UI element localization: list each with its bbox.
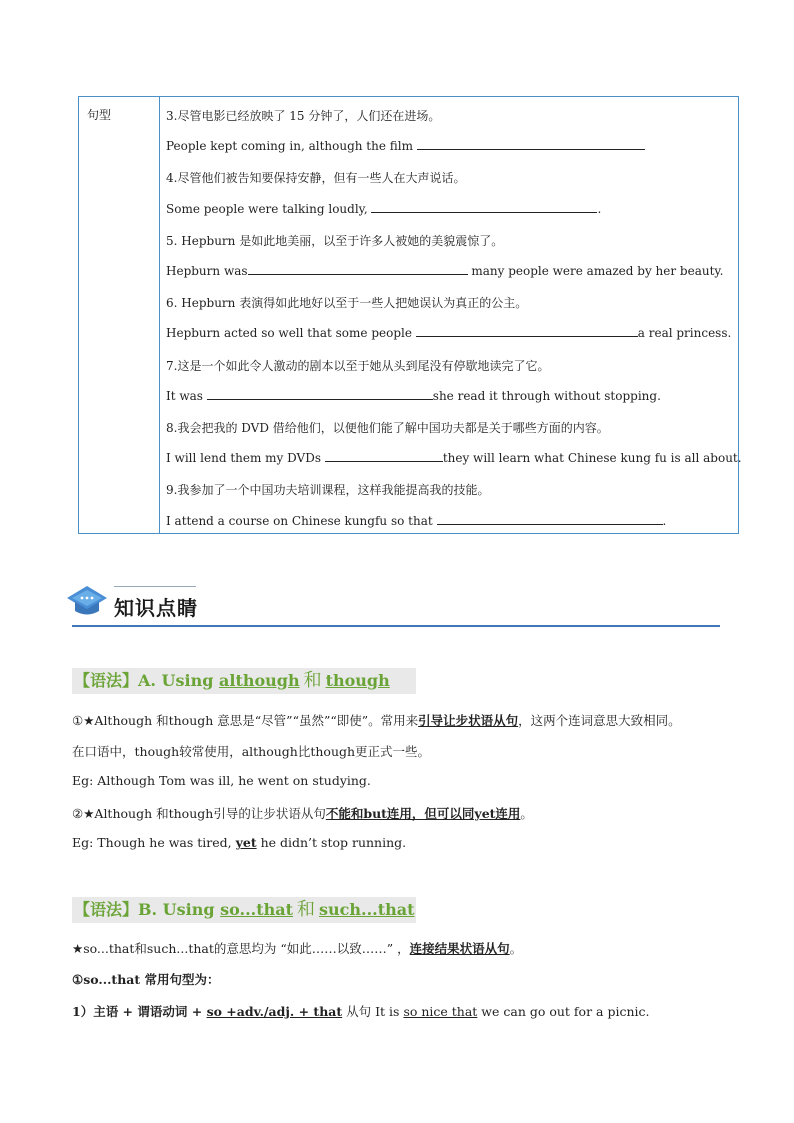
- grammar-a-example-2: Eg: Though he was tired, yet he didn’t stop running.: [72, 835, 407, 850]
- table-row: 6. Hepburn 表演得如此地好以至于一些人把她误认为真正的公主。: [166, 296, 528, 310]
- table-row: It was she read it through without stopping.: [166, 389, 661, 403]
- table-row: 9.我参加了一个中国功夫培训课程，这样我能提高我的技能。: [166, 483, 490, 497]
- grammar-b-para-1: ★so...that和such...that的意思均为 “如此……以致……” ，连接结果状语从句。: [72, 941, 523, 956]
- answer-blank[interactable]: [207, 388, 433, 400]
- table-row: I will lend them my DVDs they will learn what Chinese kung fu is all about.: [166, 451, 742, 465]
- table-column-divider: [159, 97, 160, 533]
- section-underline: [72, 625, 720, 627]
- grammar-b-header: 【语法】B. Using so...that 和 such...that: [72, 897, 416, 923]
- table-label: 句型: [87, 108, 112, 122]
- grammar-a-para-1: ①★Although 和though 意思是“尽管”“虽然”“即使”。常用来引导让步状语从句，这两个连词意思大致相同。: [72, 713, 681, 728]
- answer-blank[interactable]: [437, 513, 663, 525]
- table-row: 5. Hepburn 是如此地美丽，以至于许多人被她的美貌震惊了。: [166, 234, 504, 248]
- grammar-a-para-3: ②★Although 和though引导的让步状语从句不能和but连用，但可以同yet连用。: [72, 806, 533, 821]
- grammar-b-example-1: 1）主语 + 谓语动词 + so +adv./adj. + that 从句 It is so nice that we can go out for a picnic.: [72, 1004, 650, 1019]
- grammar-b-para-2: ①so...that 常用句型为：: [72, 972, 220, 987]
- answer-blank[interactable]: [416, 325, 638, 337]
- grammar-a-header: 【语法】A. Using although 和 though: [72, 668, 416, 694]
- table-row: I attend a course on Chinese kungfu so that .: [166, 514, 667, 528]
- answer-blank[interactable]: [371, 201, 597, 213]
- graduation-cap-icon: [66, 584, 108, 618]
- answer-blank[interactable]: [248, 263, 468, 275]
- table-row: People kept coming in, although the film: [166, 138, 645, 153]
- exercise-table: [78, 96, 742, 534]
- grammar-a-example-1: Eg: Although Tom was ill, he went on studying.: [72, 773, 371, 788]
- answer-blank[interactable]: [417, 138, 645, 150]
- section-title: 知识点睛: [114, 596, 198, 620]
- answer-blank[interactable]: [325, 450, 443, 462]
- table-row: Hepburn was many people were amazed by her beauty.: [166, 264, 724, 278]
- table-row: 8.我会把我的 DVD 借给他们，以便他们能了解中国功夫都是关于哪些方面的内容。: [166, 421, 609, 435]
- table-row: 7.这是一个如此令人激动的剧本以至于她从头到尾没有停歇地读完了它。: [166, 359, 550, 373]
- grammar-a-para-2: 在口语中，though较常使用，although比though更正式一些。: [72, 744, 431, 759]
- section-overline: [114, 586, 196, 587]
- table-row: Hepburn acted so well that some people a real princess.: [166, 326, 732, 340]
- table-row: 3.尽管电影已经放映了 15 分钟了，人们还在进场。: [166, 109, 441, 123]
- table-row: 4.尽管他们被告知要保持安静，但有一些人在大声说话。: [166, 171, 466, 185]
- table-row: Some people were talking loudly, .: [166, 202, 602, 216]
